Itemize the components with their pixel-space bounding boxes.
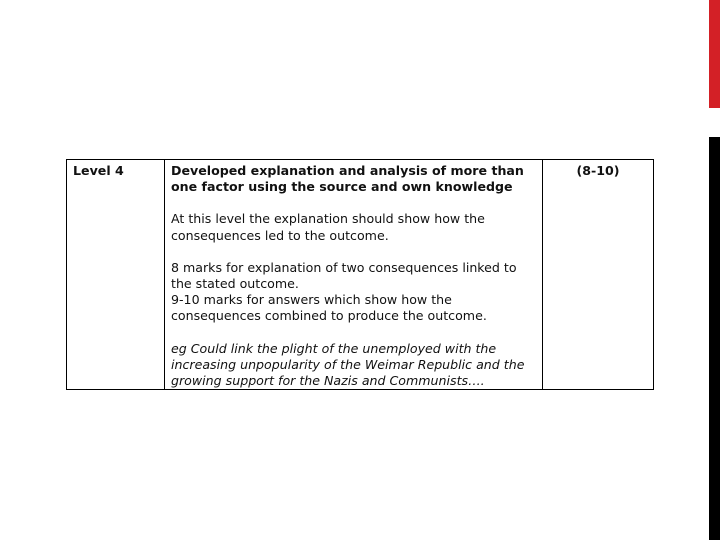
- descriptor-paragraph: At this level the explanation should show how the consequences led to the outcome.: [171, 211, 485, 243]
- marks-cell: [543, 160, 654, 390]
- accent-bar-black: [709, 137, 720, 540]
- accent-bar-red: [709, 0, 720, 108]
- table-row: [67, 160, 654, 390]
- marks-range: (8-10): [576, 163, 620, 178]
- marks-explanation-2: 9-10 marks for answers which show how the consequences combined to produce the outcome.: [171, 292, 487, 324]
- mark-scheme-table: [66, 159, 654, 390]
- level-cell: [67, 160, 165, 390]
- descriptor-cell: [165, 160, 543, 390]
- marks-explanation-1: 8 marks for explanation of two consequences linked to the stated outcome.: [171, 259, 517, 292]
- level-label: Level 4: [73, 163, 124, 178]
- descriptor-heading: Developed explanation and analysis of more than one factor using the source and own knowledge: [171, 163, 524, 195]
- example-answer: eg Could link the plight of the unemployed with the increasing unpopularity of the Weimar Republic and the growing support for the Nazis and Communists….: [171, 340, 525, 389]
